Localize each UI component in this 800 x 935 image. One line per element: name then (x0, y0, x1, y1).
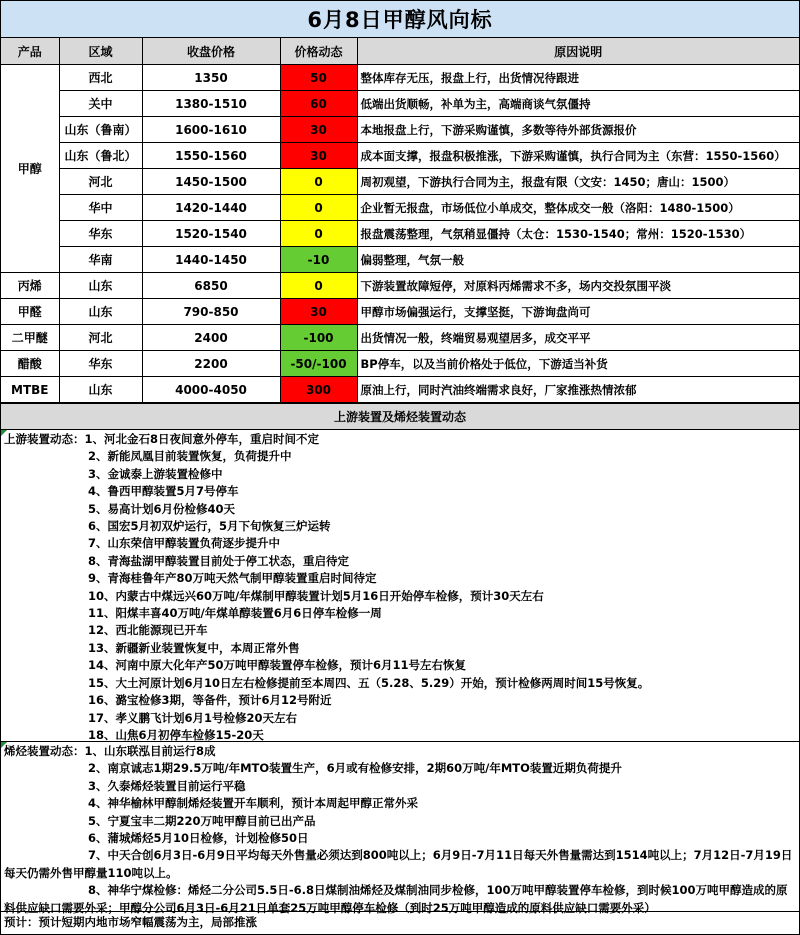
region-cell: 河北 (59, 325, 142, 351)
change-cell: 300 (280, 377, 357, 403)
region-cell: 山东 (59, 273, 142, 299)
price-cell: 790-850 (142, 299, 280, 325)
list-item: 12、西北能源现已开车 (88, 623, 208, 638)
price-cell: 1350 (142, 65, 280, 91)
header-change: 价格动态 (280, 38, 357, 65)
table-row (1, 325, 799, 351)
change-cell: 0 (280, 169, 357, 195)
list-item: 3、久泰烯烃装置目前运行平稳 (88, 778, 246, 793)
list-item: 6、蒲城烯烃5月10日检修，计划检修50日 (88, 831, 309, 846)
price-cell: 2200 (142, 351, 280, 377)
change-cell: 0 (280, 273, 357, 299)
report-title: 6月8日甲醇风向标 (1, 1, 799, 38)
table-row (1, 247, 799, 273)
reason-cell: BP停车，以及当前价格处于低位，下游适当补货 (357, 351, 799, 377)
list-item: 2、新能凤凰目前装置恢复，负荷提升中 (88, 449, 292, 464)
list-item: 9、青海桂鲁年产80万吨天然气制甲醇装置重启时间待定 (88, 571, 377, 586)
region-cell: 山东 (59, 299, 142, 325)
price-cell: 1520-1540 (142, 221, 280, 247)
list-item: 4、神华榆林甲醇制烯烃装置开车顺利，预计本周起甲醇正常外采 (88, 796, 418, 811)
list-item: 17、孝义鹏飞计划6月1号检修20天左右 (88, 710, 298, 725)
table-header-row (1, 38, 799, 65)
olefin-block (1, 742, 799, 915)
cell-comment-marker (1, 430, 7, 436)
region-cell: 山东 (59, 377, 142, 403)
price-cell: 1550-1560 (142, 143, 280, 169)
list-item: 2、南京诚志1期29.5万吨/年MTO装置生产，6月或有检修安排，2期60万吨/年MTO装置近期负荷提升 (88, 761, 622, 776)
list-item: 10、内蒙古中煤远兴60万吨/年煤制甲醇装置计划5月16日开始停车检修，预计30天左右 (88, 588, 544, 603)
list-item: 13、新疆新业装置恢复中，本周正常外售 (88, 640, 300, 655)
price-cell: 1420-1440 (142, 195, 280, 221)
reason-cell: 企业暂无报盘，市场低位小单成交，整体成交一般（洛阳：1480-1500） (357, 195, 799, 221)
reason-cell: 成本面支撑，报盘积极推涨，下游采购谨慎，执行合同为主（东营：1550-1560） (357, 143, 799, 169)
product-cell: 丙烯 (1, 273, 59, 299)
product-cell: MTBE (1, 377, 59, 403)
list-item: 14、河南中原大化年产50万吨甲醇装置停车检修，预计6月11号左右恢复 (88, 658, 467, 673)
olefin-label: 烯烃装置动态： (4, 744, 85, 758)
section-header: 上游装置及烯烃装置动态 (1, 403, 799, 430)
region-cell: 关中 (59, 91, 142, 117)
price-cell: 1440-1450 (142, 247, 280, 273)
change-cell: 30 (280, 143, 357, 169)
price-table (1, 38, 799, 403)
change-cell: 0 (280, 221, 357, 247)
list-item: 5、宁夏宝丰二期220万吨甲醇目前已出产品 (88, 813, 316, 828)
reason-cell: 报盘震荡整理，气氛稍显僵持（太仓：1530-1540；常州：1520-1530） (357, 221, 799, 247)
reason-cell: 本地报盘上行，下游采购谨慎，多数等待外部货源报价 (357, 117, 799, 143)
table-row (1, 195, 799, 221)
reason-cell: 原油上行，同时汽油终端需求良好，厂家推涨热情浓郁 (357, 377, 799, 403)
table-row (1, 351, 799, 377)
product-cell: 二甲醚 (1, 325, 59, 351)
change-cell: 60 (280, 91, 357, 117)
reason-cell: 偏弱整理，气氛一般 (357, 247, 799, 273)
list-item: 7、山东荣信甲醇装置负荷逐步提升中 (88, 536, 280, 551)
region-cell: 西北 (59, 65, 142, 91)
forecast-text: 预计：预计短期内地市场窄幅震荡为主，局部推涨 (4, 915, 257, 929)
cell-comment-marker (1, 742, 7, 748)
price-cell: 2400 (142, 325, 280, 351)
header-reason: 原因说明 (357, 38, 799, 65)
price-cell: 6850 (142, 273, 280, 299)
table-row (1, 377, 799, 403)
list-item (4, 882, 795, 917)
table-row (1, 117, 799, 143)
list-item-text: 1、河北金石8日夜间意外停车，重启时间不定 (84, 432, 320, 446)
list-item (4, 743, 795, 760)
list-item: 6、国宏5月初双炉运行，5月下旬恢复三炉运转 (88, 519, 331, 534)
price-table-body (1, 65, 799, 403)
price-cell: 1380-1510 (142, 91, 280, 117)
region-cell: 华东 (59, 351, 142, 377)
region-cell: 华南 (59, 247, 142, 273)
list-item: 3、金诚泰上游装置检修中 (88, 466, 223, 481)
list-item: 15、大土河原计划6月10日左右检修提前至本周四、五（5.28、5.29）开始，预计检修两周时间15号恢复。 (88, 675, 650, 690)
list-item-text: 1、山东联泓目前运行8成 (84, 744, 216, 758)
list-item: 18、山焦6月初停车检修15-20天 (88, 727, 264, 742)
list-item: 4、鲁西甲醇装置5月7号停车 (88, 484, 239, 499)
reason-cell: 低端出货顺畅，补单为主，高端商谈气氛僵持 (357, 91, 799, 117)
change-cell: -10 (280, 247, 357, 273)
upstream-block (1, 430, 799, 742)
list-item: 11、阳煤丰喜40万吨/年煤单醇装置6月6日停车检修一周 (88, 606, 382, 621)
change-cell: 30 (280, 299, 357, 325)
table-row (1, 91, 799, 117)
list-item (4, 847, 795, 882)
reason-cell: 周初观望，下游执行合同为主，报盘有限（文安：1450；唐山：1500） (357, 169, 799, 195)
reason-cell: 出货情况一般，终端贸易观望居多，成交平平 (357, 325, 799, 351)
product-cell: 醋酸 (1, 351, 59, 377)
list-item: 5、易高计划6月份检修40天 (88, 501, 236, 516)
region-cell: 山东（鲁北） (59, 143, 142, 169)
change-cell: -50/-100 (280, 351, 357, 377)
table-row (1, 221, 799, 247)
table-row (1, 299, 799, 325)
header-region: 区域 (59, 38, 142, 65)
list-item-text: 7、中天合创6月3日-6月9日平均每天外售量必须达到800吨以上；6月9日-7月11日每天外售量需达到1514吨以上；7月12日-7月19日每天仍需外售甲醇量110吨以上。 (4, 848, 793, 880)
reason-cell: 下游装置故障短停，对原料丙烯需求不多，场内交投氛围平淡 (357, 273, 799, 299)
list-item: 16、潞宝检修3期，等备件，预计6月12号附近 (88, 693, 332, 708)
table-row (1, 169, 799, 195)
price-cell: 4000-4050 (142, 377, 280, 403)
reason-cell: 整体库存无压，报盘上行，出货情况待跟进 (357, 65, 799, 91)
table-row (1, 273, 799, 299)
list-item (4, 431, 795, 448)
region-cell: 河北 (59, 169, 142, 195)
header-price: 收盘价格 (142, 38, 280, 65)
product-cell: 甲醇 (1, 65, 59, 273)
region-cell: 华中 (59, 195, 142, 221)
region-cell: 华东 (59, 221, 142, 247)
table-row (1, 143, 799, 169)
reason-cell: 甲醇市场偏强运行，支撑坚挺，下游询盘尚可 (357, 299, 799, 325)
change-cell: 30 (280, 117, 357, 143)
table-row (1, 65, 799, 91)
region-cell: 山东（鲁南） (59, 117, 142, 143)
change-cell: -100 (280, 325, 357, 351)
list-item-text: 8、神华宁煤检修：烯烃二分公司5.5日-6.8日煤制油烯烃及煤制油同步检修，100万吨甲醇装置停车检修，到时候100万吨甲醇造成的原料供应缺口需要外采；甲醇分公司6月3日-6月21日单套25万吨甲醇停车检修（到时25万吨甲醇造成的原料供应缺口需要外采） (4, 883, 788, 915)
header-product: 产品 (1, 38, 59, 65)
change-cell: 50 (280, 65, 357, 91)
upstream-label: 上游装置动态： (4, 432, 85, 446)
price-cell: 1600-1610 (142, 117, 280, 143)
product-cell: 甲醛 (1, 299, 59, 325)
change-cell: 0 (280, 195, 357, 221)
price-cell: 1450-1500 (142, 169, 280, 195)
list-item: 8、青海盐湖甲醇装置目前处于停工状态，重启待定 (88, 553, 349, 568)
